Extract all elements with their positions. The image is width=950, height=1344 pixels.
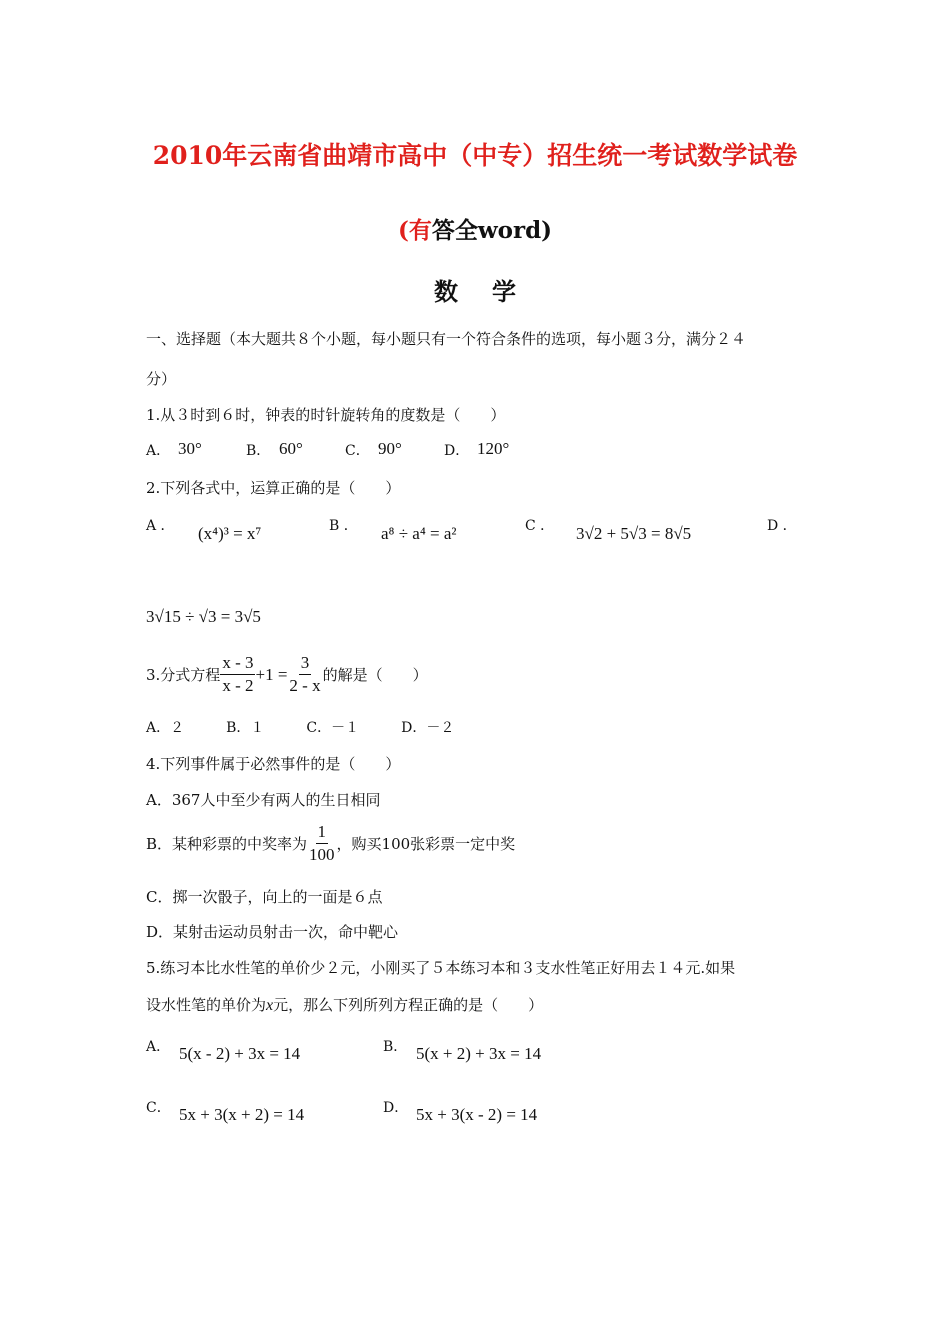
- subtitle-you: 有: [408, 217, 432, 244]
- q4-option-b-numerator: 1: [316, 822, 329, 844]
- q2-option-d-label: D ．: [767, 518, 797, 534]
- q5-option-d-label: D．: [383, 1100, 409, 1116]
- q4-option-b-prefix: B．某种彩票的中奖率为: [146, 835, 308, 853]
- q4-option-b-suffix: ，购买100张彩票一定中奖: [336, 835, 516, 853]
- q3-plus-one: +1 =: [255, 664, 288, 684]
- section-heading-line1: 一、选择题（本大题共８个小题，每小题只有一个符合条件的选项，每小题３分，满分２４: [146, 330, 747, 348]
- q3-fraction-2-denominator: 2 - x: [289, 676, 321, 695]
- q4-option-b: [146, 822, 515, 865]
- q4-option-d: D．某射击运动员射击一次，命中靶心: [146, 923, 399, 941]
- q5-option-c-expr: 5x + 3(x + 2) = 14: [179, 1105, 305, 1124]
- q1-option-a-value: 30°: [178, 439, 202, 458]
- section-heading-line2: 分）: [146, 370, 177, 388]
- question-4-stem: 4.下列事件属于必然事件的是（ ）: [146, 755, 401, 773]
- q1-option-a-label: A．: [146, 443, 171, 459]
- question-1-stem: 1.从３时到６时，钟表的时针旋转角的度数是（ ）: [146, 406, 506, 424]
- q2-option-b-expr: a⁸ ÷ a⁴ = a²: [381, 524, 457, 543]
- q3-fraction-1: [220, 653, 255, 696]
- q3-fraction-1-denominator: x - 2: [222, 676, 254, 695]
- q5-option-b-expr: 5(x + 2) + 3x = 14: [416, 1044, 542, 1063]
- q2-option-b-label: B ．: [329, 518, 358, 534]
- q2-option-d-expr: 3√15 ÷ √3 = 3√5: [146, 607, 261, 626]
- q3-stem-prefix: 3.分式方程: [146, 666, 221, 684]
- q3-fraction-1-numerator: x - 3: [220, 653, 255, 675]
- page-subtitle: [0, 212, 950, 245]
- q3-options: A．２ B．１ C．－１ D．－２: [146, 720, 455, 736]
- q2-option-a-expr: (x⁴)³ = x⁷: [198, 524, 262, 543]
- page-title: 2010年云南省曲靖市高中（中专）招生统一考试数学试卷: [152, 141, 798, 170]
- q3-stem-suffix: 的解是（ ）: [322, 666, 428, 684]
- question-5-line1: 5.练习本比水性笔的单价少２元，小刚买了５本练习本和３支水性笔正好用去１４元.如果: [146, 959, 736, 977]
- q4-option-c: C．掷一次骰子，向上的一面是６点: [146, 888, 383, 906]
- q5-option-a-label: A．: [146, 1039, 171, 1055]
- q2-option-c-expr: 3√2 + 5√3 = 8√5: [576, 524, 692, 543]
- q5-option-c-label: C．: [146, 1100, 171, 1116]
- question-5-line2: [146, 994, 543, 1015]
- subject-heading: 数学: [434, 277, 550, 306]
- q2-option-a-label: A ．: [146, 518, 175, 534]
- q5-line2-suffix: 元，那么下列所列方程正确的是（ ）: [273, 996, 544, 1014]
- subtitle-rest: 答全word): [431, 217, 553, 244]
- q4-option-a: A．367人中至少有两人的生日相同: [146, 791, 381, 809]
- q1-option-d-value: 120°: [477, 439, 510, 458]
- q1-option-b-label: B．: [246, 443, 271, 459]
- q1-option-b-value: 60°: [279, 439, 303, 458]
- q1-option-c-label: C．: [345, 443, 370, 459]
- q1-option-c-value: 90°: [378, 439, 402, 458]
- q2-option-c-label: C ．: [525, 518, 555, 534]
- q3-fraction-2-numerator: 3: [299, 653, 312, 675]
- q4-option-b-fraction: [307, 822, 337, 865]
- q5-option-a-expr: 5(x - 2) + 3x = 14: [179, 1044, 301, 1063]
- question-3-stem: [146, 653, 428, 696]
- q4-option-b-denominator: 100: [309, 845, 335, 864]
- q3-fraction-2: [287, 653, 322, 696]
- question-2-stem: 2.下列各式中，运算正确的是（ ）: [146, 479, 401, 497]
- q5-line2-prefix: 设水性笔的单价为: [146, 996, 267, 1014]
- q5-variable: x: [266, 997, 274, 1014]
- q5-option-d-expr: 5x + 3(x - 2) = 14: [416, 1105, 538, 1124]
- q5-option-b-label: B．: [383, 1039, 408, 1055]
- subtitle-paren: (: [397, 217, 409, 244]
- q1-option-d-label: D．: [444, 443, 470, 459]
